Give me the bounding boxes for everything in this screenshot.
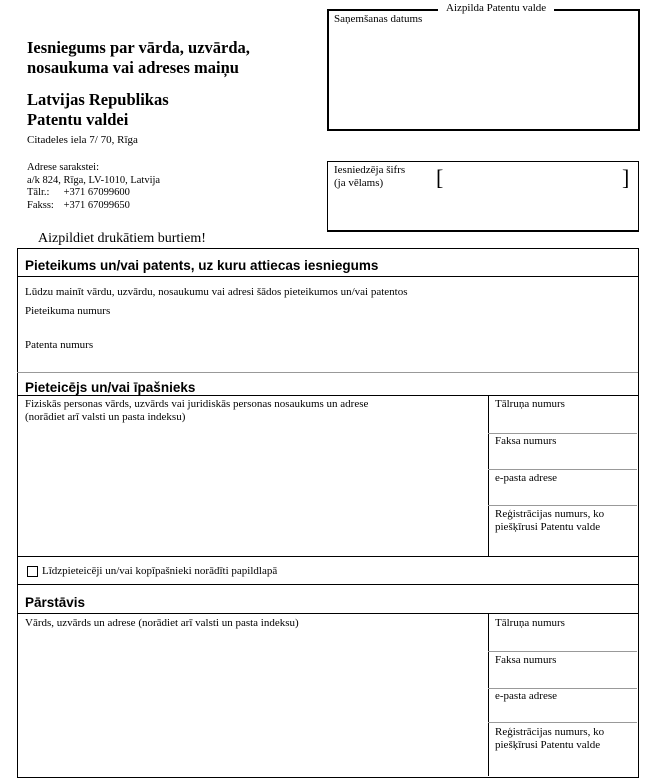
representative-email-field[interactable]	[495, 690, 633, 720]
applicant-code-label	[334, 164, 424, 189]
representative-fax-label: Faksa numurs	[495, 654, 557, 666]
representative-fax-field[interactable]	[495, 654, 633, 684]
column-divider	[488, 395, 489, 556]
divider	[488, 722, 637, 723]
office-use-legend: Aizpilda Patentu valde	[438, 2, 554, 14]
coowners-checkbox-label: Līdzpieteicēji un/vai kopīpašnieki norādīti papildlapā	[42, 565, 278, 577]
applicant-email-label: e-pasta adrese	[495, 472, 557, 484]
application-section-heading: Pieteikums un/vai patents, uz kuru attiecas iesniegums	[25, 258, 379, 273]
coowners-checkbox[interactable]	[27, 566, 38, 577]
change-instruction: Lūdzu mainīt vārdu, uzvārdu, nosaukumu vai adresi šādos pieteikumos un/vai patentos	[25, 286, 408, 298]
representative-name-address-label: Vārds, uzvārds un adrese (norādiet arī valsti un pasta indeksu)	[25, 617, 299, 629]
document-title: Iesniegums par vārda, uzvārda, nosaukuma vai adreses maiņu	[27, 38, 250, 77]
fax-label: Fakss:	[27, 199, 54, 211]
divider	[488, 469, 637, 470]
application-number-label: Pieteikuma numurs	[25, 305, 111, 317]
representative-section-heading: Pārstāvis	[25, 595, 86, 610]
code-bracket-close: ]	[622, 165, 630, 190]
application-number-field[interactable]	[25, 305, 485, 329]
representative-registration-label: Reģistrācijas numurs, ko piešķīrusi Patentu valde	[495, 726, 605, 751]
divider	[17, 556, 638, 557]
phone-value: +371 67099600	[63, 187, 130, 198]
fax-value: +371 67099650	[63, 199, 130, 211]
fax-row	[27, 200, 160, 213]
divider	[488, 505, 637, 506]
divider	[17, 613, 638, 614]
applicant-code-label-line2: (ja vēlams)	[334, 176, 384, 189]
patent-number-field[interactable]	[25, 339, 485, 363]
phone-row	[27, 187, 160, 200]
applicant-phone-field[interactable]	[495, 398, 633, 428]
representative-email-label: e-pasta adrese	[495, 690, 557, 702]
divider	[488, 688, 637, 689]
mail-address: a/k 824, Rīga, LV-1010, Latvija	[27, 174, 161, 186]
divider	[488, 651, 637, 652]
representative-phone-label: Tālruņa numurs	[495, 617, 565, 629]
applicant-email-field[interactable]	[495, 472, 633, 502]
office-use-box	[327, 9, 640, 131]
applicant-fax-label: Faksa numurs	[495, 435, 557, 447]
recipient-block	[27, 90, 169, 130]
phone-label: Tālr.:	[27, 187, 50, 198]
representative-registration-field[interactable]	[495, 726, 633, 770]
representative-phone-field[interactable]	[495, 617, 633, 647]
recipient-line2: Patentu valdei	[27, 110, 129, 129]
representative-name-address-field[interactable]	[25, 617, 480, 767]
applicant-registration-field[interactable]	[495, 508, 633, 552]
received-date-label: Saņemšanas datums	[334, 13, 423, 25]
column-divider	[488, 613, 489, 776]
divider	[488, 433, 637, 434]
recipient-line1: Latvijas Republikas	[27, 90, 169, 109]
applicant-name-address-label: Fiziskās personas vārds, uzvārds vai juridiskās personas nosaukums un adrese (norādiet arī valsti un pasta indeksu)	[25, 398, 369, 423]
divider	[17, 395, 638, 396]
code-bracket-open: [	[436, 165, 444, 190]
applicant-name-address-field[interactable]	[25, 398, 370, 548]
fill-instruction-note: Aizpildiet drukātiem burtiem!	[38, 231, 206, 246]
divider	[17, 372, 638, 373]
divider	[17, 276, 638, 277]
applicant-phone-label: Tālruņa numurs	[495, 398, 565, 410]
patent-number-label: Patenta numurs	[25, 339, 94, 351]
divider	[17, 584, 638, 585]
applicant-code-label-line1: Iesniedzēja šifrs	[334, 164, 406, 176]
mailing-address-block	[27, 162, 160, 212]
mail-label: Adrese sarakstei:	[27, 162, 100, 173]
applicant-fax-field[interactable]	[495, 435, 633, 465]
office-address: Citadeles iela 7/ 70, Rīga	[27, 134, 138, 146]
applicant-registration-label: Reģistrācijas numurs, ko piešķīrusi Patentu valde	[495, 508, 605, 533]
applicant-section-heading: Pieteicējs un/vai īpašnieks	[25, 380, 196, 395]
